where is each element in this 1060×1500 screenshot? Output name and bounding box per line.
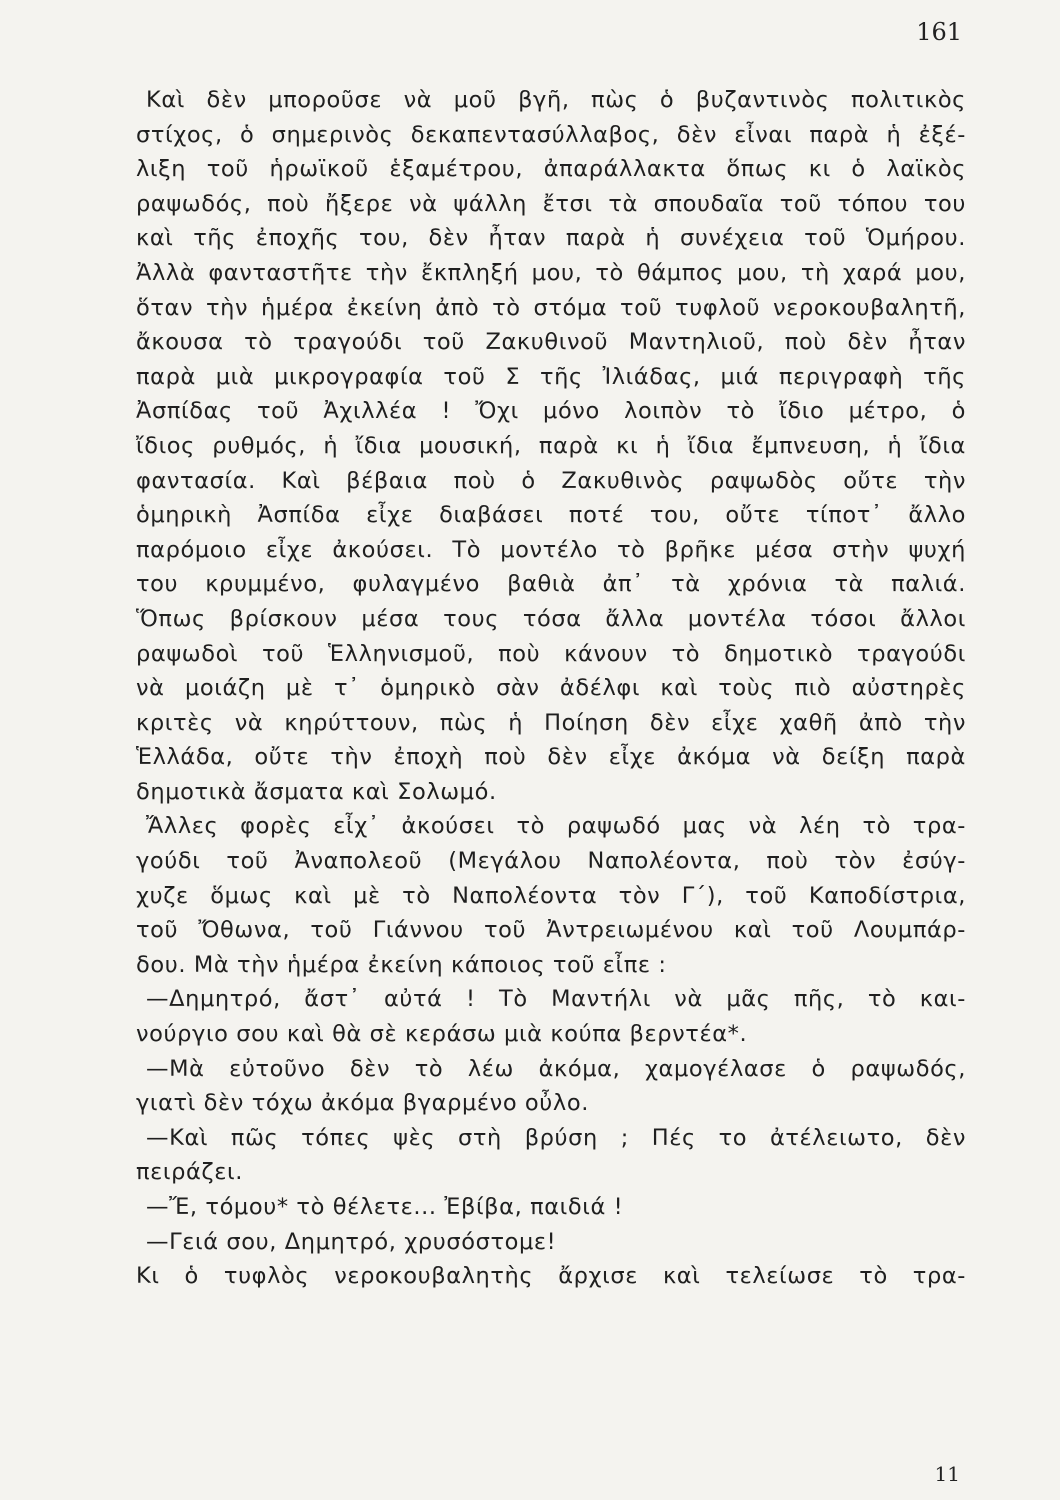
text-line: —Ἔ, τόμου* τὸ θέλετε... Ἐβίβα, παιδιά ! — [146, 1194, 624, 1220]
text-line: Ἄλλες φορὲς εἶχ᾿ ἀκούσει τὸ ραψωδό μας νὰ λέη τὸ τρα- — [146, 813, 966, 840]
signature-mark: 11 — [934, 1462, 960, 1486]
text-line: —Μὰ εὐτοῦνο δὲν τὸ λέω ἀκόμα, χαμογέλασε ὁ ραψωδός, — [146, 1055, 966, 1082]
text-line: χυζε ὅμως καὶ μὲ τὸ Ναπολέοντα τὸν Γ΄), τοῦ Καποδίστρια, — [136, 882, 966, 909]
text-line: στίχος, ὁ σημερινὸς δεκαπεντασύλλαβος, δὲν εἶναι παρὰ ἡ ἐξέ- — [136, 121, 966, 148]
text-line: παρόμοιο εἶχε ἀκούσει. Τὸ μοντέλο τὸ βρῆκε μέσα στὴν ψυχή — [136, 536, 966, 563]
text-line: τοῦ Ὄθωνα, τοῦ Γιάννου τοῦ Ἀντρειωμένου καὶ τοῦ Λουμπάρ- — [136, 917, 966, 944]
text-line: φαντασία. Καὶ βέβαια ποὺ ὁ Ζακυθινὸς ραψωδὸς οὔτε τὴν — [136, 467, 966, 494]
text-line: πειράζει. — [136, 1159, 244, 1186]
text-line: Ἀσπίδας τοῦ Ἀχιλλέα ! Ὄχι μόνο λοιπὸν τὸ ἴδιο μέτρο, ὁ — [136, 398, 966, 425]
text-line: του κρυμμένο, φυλαγμένο βαθιὰ ἀπ᾿ τὰ χρόνια τὰ παλιά. — [136, 571, 966, 598]
text-line: δημοτικὰ ἄσματα καὶ Σολωμό. — [136, 778, 497, 805]
text-line: λιξη τοῦ ἡρωϊκοῦ ἑξαμέτρου, ἀπαράλλακτα ὅπως κι ὁ λαϊκὸς — [136, 156, 966, 183]
text-line: Ἀλλὰ φανταστῆτε τὴν ἔκπληξή μου, τὸ θάμπος μου, τὴ χαρά μου, — [136, 259, 966, 286]
text-line: γιατὶ δὲν τόχω ἀκόμα βγαρμένο οὖλο. — [136, 1090, 589, 1117]
text-line: Κι ὁ τυφλὸς νεροκουβαλητὴς ἄρχισε καὶ τελείωσε τὸ τρα- — [136, 1263, 966, 1290]
text-line: Ὅπως βρίσκουν μέσα τους τόσα ἄλλα μοντέλα τόσοι ἄλλοι — [136, 605, 966, 632]
text-line: —Γειά σου, Δημητρό, χρυσόστομε! — [146, 1228, 557, 1255]
text-line: —Δημητρό, ἄστ᾿ αὐτά ! Τὸ Μαντήλι νὰ μᾶς πῆς, τὸ και- — [146, 986, 966, 1013]
text-line: ἄκουσα τὸ τραγούδι τοῦ Ζακυθινοῦ Μαντηλιοῦ, ποὺ δὲν ἦταν — [136, 329, 966, 356]
body-text — [136, 83, 966, 1294]
text-line: νούργιο σου καὶ θὰ σὲ κεράσω μιὰ κούπα βερντέα*. — [136, 1021, 748, 1048]
text-line: καὶ τῆς ἐποχῆς του, δὲν ἦταν παρὰ ἡ συνέχεια τοῦ Ὁμήρου. — [136, 225, 966, 252]
text-line: γούδι τοῦ Ἀναπολεοῦ (Μεγάλου Ναπολέοντα, ποὺ τὸν ἐσύγ- — [136, 848, 966, 875]
text-line: κριτὲς νὰ κηρύττουν, πὼς ἡ Ποίηση δὲν εἶχε χαθῆ ἀπὸ τὴν — [136, 709, 966, 736]
page-number: 161 — [916, 18, 962, 46]
text-line: ἴδιος ρυθμός, ἡ ἴδια μουσική, παρὰ κι ἡ ἴδια ἔμπνευση, ἡ ἴδια — [136, 432, 966, 459]
text-line: δου. Μὰ τὴν ἡμέρα ἐκείνη κάποιος τοῦ εἶπε : — [136, 951, 667, 978]
text-line: παρὰ μιὰ μικρογραφία τοῦ Σ τῆς Ἰλιάδας, μιά περιγραφὴ τῆς — [136, 363, 966, 390]
text-line: ὅταν τὴν ἡμέρα ἐκείνη ἀπὸ τὸ στόμα τοῦ τυφλοῦ νεροκουβαλητῆ, — [136, 294, 966, 321]
text-line: νὰ μοιάζη μὲ τ᾿ ὁμηρικὸ σὰν ἀδέλφι καὶ τοὺς πιὸ αὐστηρὲς — [136, 675, 966, 702]
text-line: ραψωδός, ποὺ ἤξερε νὰ ψάλλη ἔτσι τὰ σπουδαῖα τοῦ τόπου του — [136, 190, 966, 217]
text-line: —Καὶ πῶς τόπες ψὲς στὴ βρύση ; Πές το ἀτέλειωτο, δὲν — [146, 1124, 966, 1151]
text-line: Ἑλλάδα, οὔτε τὴν ἐποχὴ ποὺ δὲν εἶχε ἀκόμα νὰ δείξη παρὰ — [136, 744, 966, 771]
text-line: ραψωδοὶ τοῦ Ἑλληνισμοῦ, ποὺ κάνουν τὸ δημοτικὸ τραγούδι — [136, 640, 966, 667]
text-line: Καὶ δὲν μποροῦσε νὰ μοῦ βγῆ, πὼς ὁ βυζαντινὸς πολιτικὸς — [146, 87, 966, 113]
text-line: ὁμηρικὴ Ἀσπίδα εἶχε διαβάσει ποτέ του, οὔτε τίποτ᾿ ἄλλο — [136, 502, 966, 529]
